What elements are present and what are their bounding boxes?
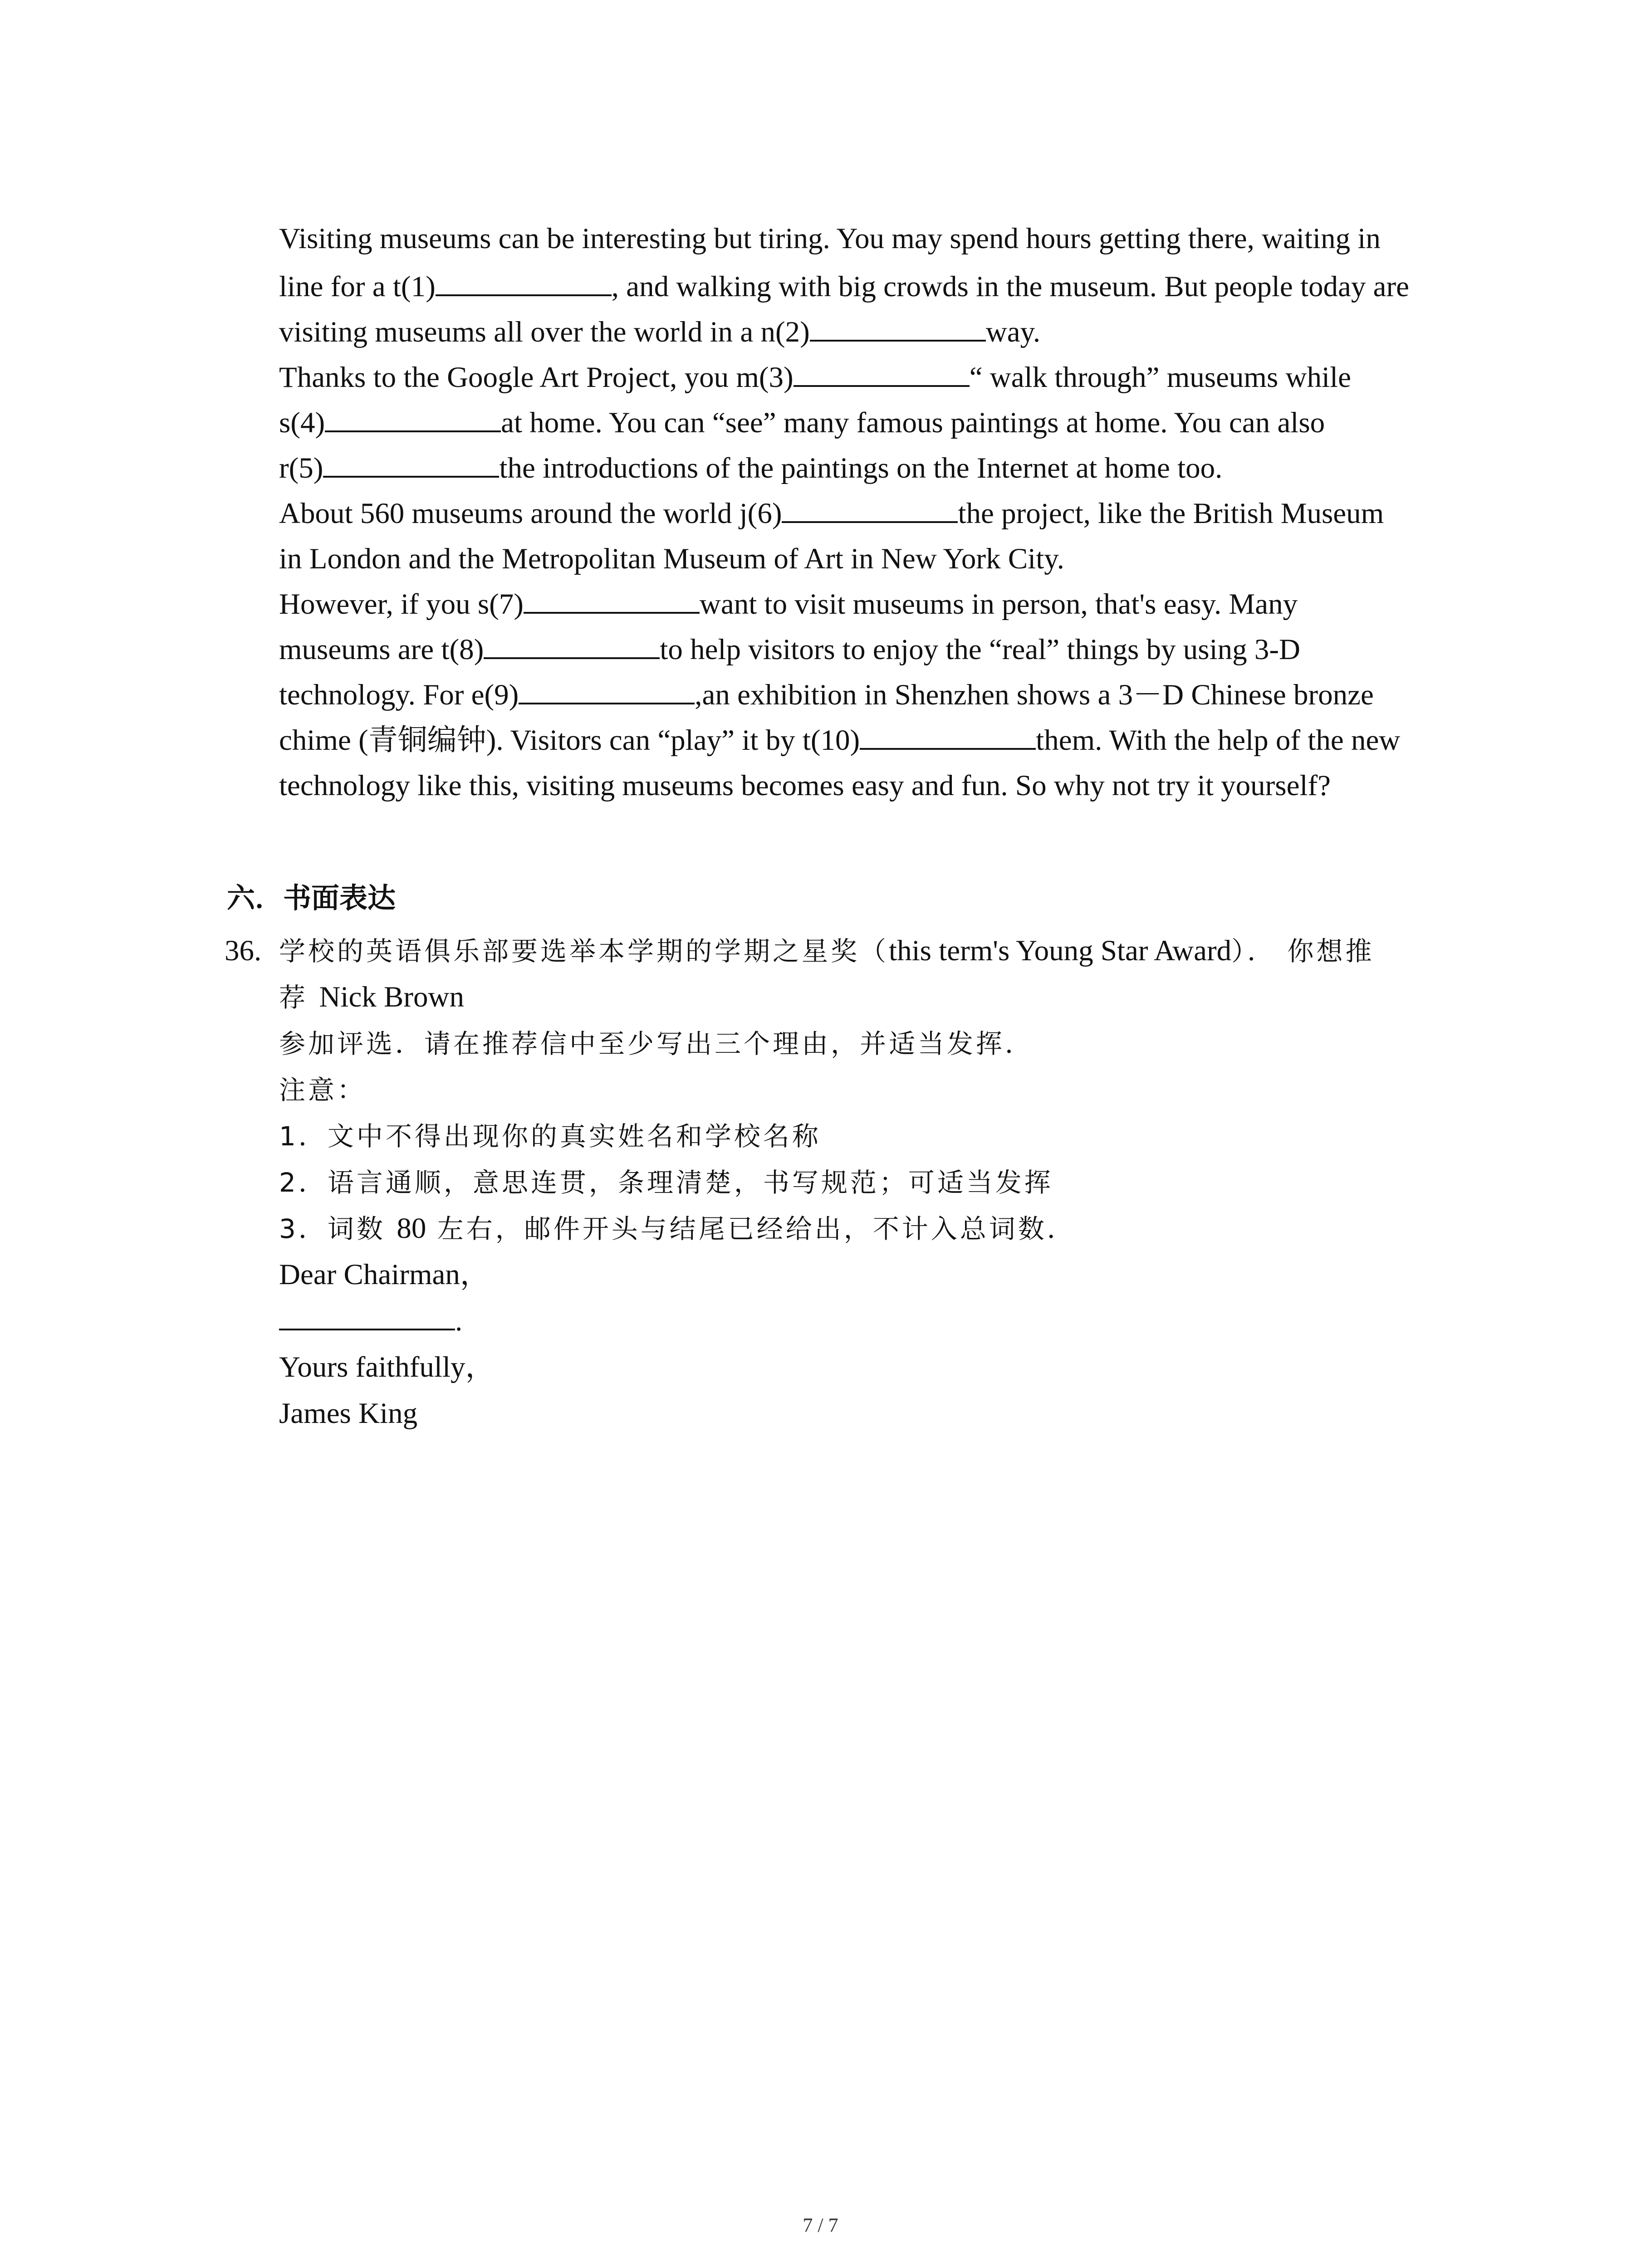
passage-line: line for a t(1) , and walking with big crowds in the museum. But people today are <box>279 264 1459 309</box>
passage-line: About 560 museums around the world j(6) the project, like the British Museum <box>279 491 1459 536</box>
answer-blank-7[interactable] <box>524 585 700 614</box>
section-title: 六．书面表达 <box>227 881 396 914</box>
answer-blank-3[interactable] <box>794 358 970 387</box>
letter-body-blank[interactable] <box>279 1301 455 1330</box>
question-line: 3．词数 80 左右，邮件开头与结尾已经给出，不计入总词数． <box>279 1212 1076 1245</box>
question-line: 2．语言通顺，意思连贯，条理清楚，书写规范；可适当发挥 <box>279 1167 1053 1198</box>
answer-blank-10[interactable] <box>860 721 1036 750</box>
letter-signature: James King <box>279 1397 418 1430</box>
answer-blank-1[interactable] <box>436 267 612 296</box>
question-line: 注意： <box>279 1075 367 1105</box>
passage-line: s(4) at home. You can “see” many famous paintings at home. You can also <box>279 400 1459 445</box>
answer-blank-5[interactable] <box>323 449 499 478</box>
passage-line: r(5) the introductions of the paintings on the Internet at home too. <box>279 445 1459 491</box>
answer-blank-6[interactable] <box>782 494 958 523</box>
passage-line: Visiting museums can be interesting but tiring. You may spend hours getting there, waiting in <box>279 222 1381 255</box>
answer-blank-2[interactable] <box>810 313 986 342</box>
page-number: 7 / 7 <box>803 2214 838 2236</box>
letter-greeting: Dear Chairman， <box>279 1258 490 1291</box>
letter-closing: Yours faithfully， <box>279 1351 495 1383</box>
question-body <box>279 928 1459 1437</box>
question-line: 1．文中不得出现你的真实姓名和学校名称 <box>279 1121 821 1152</box>
question-number: 36. <box>225 934 262 967</box>
answer-blank-9[interactable] <box>519 675 695 704</box>
question-line: 参加评选．请在推荐信中至少写出三个理由，并适当发挥． <box>279 1028 1034 1059</box>
passage-line: chime (青铜编钟). Visitors can “play” it by t(10) them. With the help of the new <box>279 718 1459 763</box>
passage-line: However, if you s(7) want to visit museums in person, that's easy. Many <box>279 582 1459 627</box>
passage-line: in London and the Metropolitan Museum of Art in New York City. <box>279 543 1064 575</box>
letter-body-line: . <box>279 1298 1459 1344</box>
passage-line: museums are t(8) to help visitors to enjoy the “real” things by using 3-D <box>279 627 1459 672</box>
reading-passage <box>279 213 1459 808</box>
passage-line: technology. For e(9) ,an exhibition in Shenzhen shows a 3－D Chinese bronze <box>279 672 1459 718</box>
passage-line: visiting museums all over the world in a n(2) way. <box>279 309 1459 355</box>
answer-blank-4[interactable] <box>325 403 501 432</box>
passage-line: Thanks to the Google Art Project, you m(3) “ walk through” museums while <box>279 355 1459 400</box>
question-line: 学校的英语俱乐部要选举本学期的学期之星奖（this term's Young Star Award）． 你想推 <box>279 934 1375 967</box>
question-line: 荐 Nick Brown <box>279 981 464 1013</box>
passage-line: technology like this, visiting museums becomes easy and fun. So why not try it yourself? <box>279 769 1331 802</box>
answer-blank-8[interactable] <box>484 630 660 659</box>
